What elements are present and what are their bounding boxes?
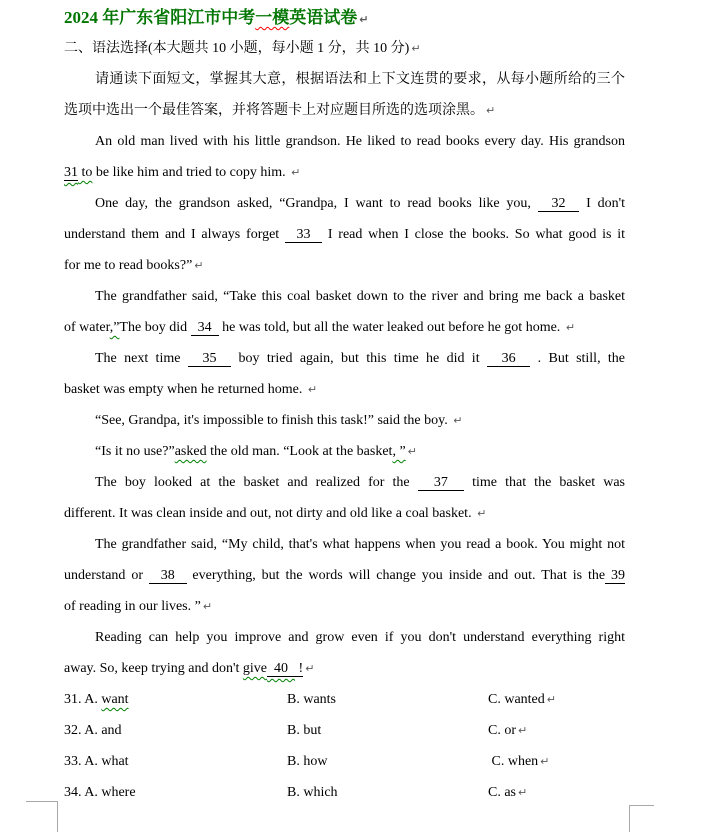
text-segment: of reading in our lives. ” <box>64 599 201 614</box>
blank-32: 32 <box>537 196 580 211</box>
text-segment: C. when <box>488 754 539 769</box>
paragraph-return-mark: ↵ <box>305 662 315 675</box>
passage-line <box>64 188 625 219</box>
text-segment: “Is it no use?” <box>95 444 175 459</box>
text-segment: he was told, but all the water leaked out before he got home. <box>218 320 564 335</box>
blank-36: 36 <box>486 351 531 366</box>
text-segment: The grandfather said, “My child, that's what happens when you read a book. You might not <box>95 537 625 552</box>
text-segment: boy tried again, but this time he did it <box>231 351 487 366</box>
text-segment: 2024 年广东省阳江市中考 <box>64 8 256 27</box>
text-segment: basket was empty when he returned home. <box>64 382 306 397</box>
text-segment: want <box>101 692 129 707</box>
text-segment: ! <box>295 661 304 676</box>
paragraph-return-mark: ↵ <box>540 755 550 768</box>
options-row-33 <box>64 746 625 777</box>
passage-line <box>64 622 625 653</box>
text-segment: the old man. “Look at the basket <box>206 444 393 459</box>
blank-40: 40 <box>267 661 296 676</box>
text-segment: B. wants <box>287 692 336 707</box>
text-segment: 请通读下面短文，掌握其大意，根据语法和上下文连贯的要求，从每小题所给的三个 <box>95 72 625 87</box>
paragraph-return-mark: ↵ <box>307 383 318 396</box>
text-segment: B. which <box>287 785 338 800</box>
paragraph-return-mark: ↵ <box>565 321 576 334</box>
option-cell-b <box>287 715 321 746</box>
passage-line <box>64 343 625 374</box>
text-segment: The grandfather said, “Take this coal basket down to the river and bring me back a basket <box>95 289 625 304</box>
option-cell-c <box>488 684 556 715</box>
options-row-32 <box>64 715 625 746</box>
page-margin-mark-right <box>629 805 654 832</box>
option-cell-c <box>488 777 527 808</box>
passage-line <box>64 560 625 591</box>
text-segment: C. as <box>488 785 516 800</box>
passage-line <box>64 467 625 498</box>
text-segment: 32. A. and <box>64 723 122 738</box>
text-segment: 33. A. what <box>64 754 129 769</box>
text-segment: understand them and I always forget <box>64 227 285 242</box>
blank-33: 33 <box>284 227 323 242</box>
intro-line <box>64 95 625 126</box>
text-segment: asked <box>174 444 207 459</box>
passage-line <box>64 157 625 188</box>
text-segment: B. how <box>287 754 328 769</box>
text-segment: The next time <box>95 351 188 366</box>
text-segment: . But still, the <box>530 351 625 366</box>
paragraph-return-mark: ↵ <box>411 42 421 55</box>
text-segment: everything, but the words will change you inside and out. That is the <box>186 568 606 583</box>
text-segment: ,” <box>109 320 120 335</box>
paragraph-return-mark: ↵ <box>546 693 556 706</box>
text-segment: away. So, keep trying and don't <box>64 661 243 676</box>
paragraph-return-mark: ↵ <box>453 414 463 427</box>
options-row-31 <box>64 684 625 715</box>
text-segment: 二、语法选择(本大题共 10 小题，每小题 1 分，共 10 分) <box>64 41 410 56</box>
paragraph-return-mark: ↵ <box>359 13 369 26</box>
text-segment: , ” <box>392 444 406 459</box>
text-segment: 31. A. <box>64 692 102 707</box>
blank-35: 35 <box>187 351 232 366</box>
paragraph-return-mark: ↵ <box>194 259 204 272</box>
intro-line <box>64 64 625 95</box>
passage-line <box>64 436 625 467</box>
paragraph-return-mark: ↵ <box>202 600 213 613</box>
text-segment: 英语试卷 <box>289 8 358 27</box>
text-segment: 一模 <box>255 8 290 27</box>
passage-line <box>64 405 625 436</box>
option-cell-b <box>287 746 327 777</box>
passage-line <box>64 591 625 622</box>
passage-line <box>64 498 625 529</box>
text-segment: “See, Grandpa, it's impossible to finish this task!” said the boy. <box>95 413 452 428</box>
text-segment: I read when I close the books. So what good is it <box>322 227 625 242</box>
text-segment: understand or <box>64 568 149 583</box>
text-segment: of water <box>64 320 110 335</box>
text-segment: B. but <box>287 723 322 738</box>
paragraph-return-mark: ↵ <box>407 445 417 458</box>
blank-34: 34 <box>190 320 219 335</box>
passage-line <box>64 219 625 250</box>
options-row-34 <box>64 777 625 808</box>
blank-37: 37 <box>417 475 465 490</box>
passage-line <box>64 312 625 343</box>
paragraph-return-mark: ↵ <box>518 786 528 799</box>
text-segment: The boy looked at the basket and realized for the <box>95 475 418 490</box>
text-segment: give <box>242 661 268 676</box>
text-segment: An old man lived with his little grandson. He liked to read books every day. His grandson <box>95 134 625 149</box>
text-segment: C. or <box>488 723 516 738</box>
text-segment: 选项中选出一个最佳答案，并将答题卡上对应题目所选的选项涂黑。 <box>64 103 484 118</box>
page-margin-mark-left <box>26 801 58 832</box>
text-segment: I don't <box>579 196 625 211</box>
option-cell-c <box>488 715 527 746</box>
blank-31: 31 <box>64 165 78 180</box>
paragraph-return-mark: ↵ <box>518 724 528 737</box>
passage-line <box>64 281 625 312</box>
text-segment: 34. A. where <box>64 785 136 800</box>
text-segment: time that the basket was <box>464 475 625 490</box>
option-cell-b <box>287 777 338 808</box>
passage-line <box>64 126 625 157</box>
option-cell-a <box>64 715 122 746</box>
text-segment: The boy did <box>119 320 191 335</box>
option-cell-c <box>488 746 549 777</box>
passage-line <box>64 653 625 684</box>
section-heading <box>64 33 625 64</box>
exam-title <box>64 2 625 33</box>
blank-38: 38 <box>148 568 187 583</box>
text-segment: be like him and tried to copy him. <box>92 165 290 180</box>
option-cell-a <box>64 684 129 715</box>
passage-line <box>64 250 625 281</box>
text-segment: to <box>78 165 93 180</box>
paragraph-return-mark: ↵ <box>477 507 487 520</box>
paragraph-return-mark: ↵ <box>486 104 496 117</box>
document-body <box>64 2 625 808</box>
text-segment: different. It was clean inside and out, not dirty and old like a coal basket. <box>64 506 476 521</box>
option-cell-a <box>64 746 129 777</box>
blank-39: 39 <box>605 568 625 583</box>
paragraph-return-mark: ↵ <box>291 166 301 179</box>
option-cell-a <box>64 777 136 808</box>
text-segment: for me to read books?” <box>64 258 193 273</box>
passage-line <box>64 529 625 560</box>
passage-line <box>64 374 625 405</box>
text-segment: Reading can help you improve and grow even if you don't understand everything right <box>95 630 625 645</box>
option-cell-b <box>287 684 336 715</box>
text-segment: One day, the grandson asked, “Grandpa, I want to read books like you, <box>95 196 538 211</box>
text-segment: C. wanted <box>488 692 545 707</box>
